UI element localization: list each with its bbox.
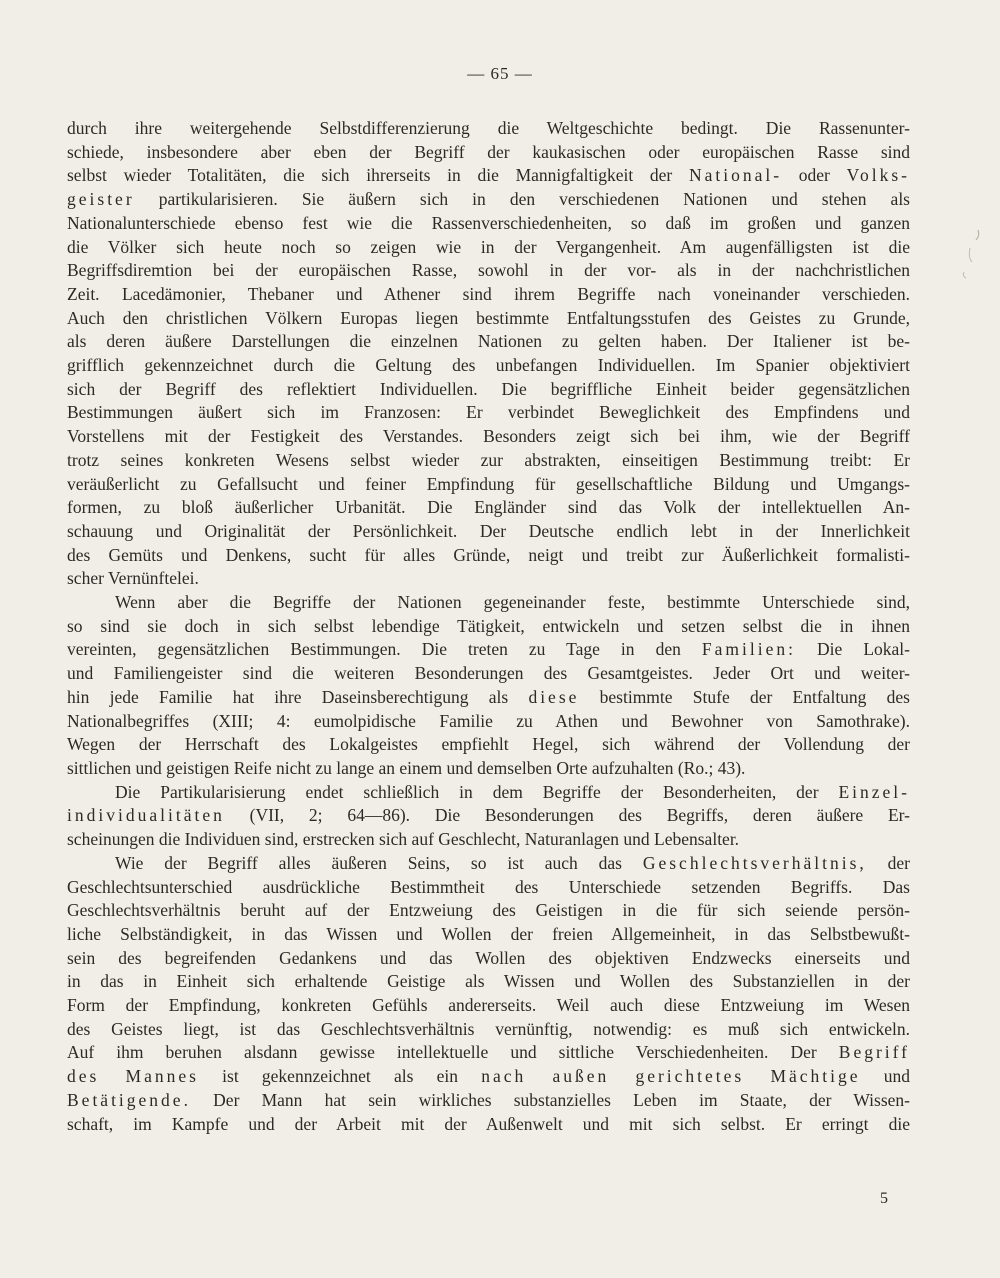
text-run: Nationalbegriffes (XIII; 4: eumolpidische Familie zu Athen und Bewohner von Samothrake). bbox=[67, 710, 910, 731]
text-run: formen, zu bloß äußerlicher Urbanität. Die Engländer sind das Volk der intellektuellen An- bbox=[67, 497, 910, 518]
text-line bbox=[67, 473, 910, 497]
text-line bbox=[67, 236, 910, 260]
text-line bbox=[67, 923, 910, 947]
text-run: sittlichen und geistigen Reife nicht zu lange an einem und demselben Orte aufzuhalten (Ro.; 43). bbox=[67, 757, 746, 778]
text-line bbox=[67, 425, 910, 449]
text-line bbox=[67, 1089, 910, 1113]
text-run: (VII, 2; 64—86). Die Besonderungen des Begriffs, deren äußere Er- bbox=[224, 805, 910, 826]
text-run: scher Vernünftelei. bbox=[67, 568, 199, 589]
text-run: trotz seines konkreten Wesens selbst wieder zur abstrakten, einseitigen Bestimmung treibt: Er bbox=[67, 449, 910, 470]
text-line bbox=[67, 401, 910, 425]
text-line bbox=[67, 638, 910, 662]
spaced-emphasis: Geschlechtsverhältnis, bbox=[642, 852, 867, 873]
text-run: vereinten, gegensätzlichen Bestimmungen. Die treten zu Tage in den bbox=[67, 639, 702, 660]
text-line bbox=[67, 496, 910, 520]
text-run: so sind sie doch in sich selbst lebendige Tätigkeit, entwickeln und setzen selbst die in ihnen bbox=[67, 615, 910, 636]
signature-mark: 5 bbox=[880, 1190, 888, 1207]
text-run: schauung und Originalität der Persönlichkeit. Der Deutsche endlich lebt in der Innerlichkeit bbox=[67, 520, 910, 541]
text-run: Geschlechtsverhältnis beruht auf der Entzweiung des Geistigen in die für sich seiende persön- bbox=[67, 900, 910, 921]
text-run: und bbox=[860, 1066, 911, 1087]
text-run: Der Mann hat sein wirkliches substanzielles Leben im Staate, der Wissen- bbox=[190, 1089, 910, 1110]
text-line bbox=[67, 354, 910, 378]
text-line bbox=[67, 994, 910, 1018]
text-run: in das in Einheit sich erhaltende Geistige als Wissen und Wollen des Substanziellen in der bbox=[67, 971, 910, 992]
text-run: Geschlechtsunterschied ausdrückliche Bestimmtheit des Unterschiede setzenden Begriffs. Das bbox=[67, 876, 910, 897]
spaced-emphasis: des Mannes bbox=[67, 1066, 199, 1087]
text-line bbox=[67, 141, 910, 165]
text-line bbox=[67, 804, 910, 828]
text-line bbox=[67, 544, 910, 568]
spaced-emphasis: Begriff bbox=[838, 1042, 910, 1063]
text-run: sich der Begriff des reflektiert Individuellen. Die begriffliche Einheit beider gegensätzlichen bbox=[67, 378, 910, 399]
text-run: grifflich gekennzeichnet durch die Geltung des unbefangen Individuellen. Im Spanier objektiviert bbox=[67, 355, 910, 376]
spaced-emphasis: National- bbox=[688, 165, 783, 186]
text-line bbox=[67, 852, 910, 876]
text-run: veräußerlicht zu Gefallsucht und feiner Empfindung für gesellschaftliche Bildung und Umgangs- bbox=[67, 473, 910, 494]
text-line bbox=[67, 970, 910, 994]
text-line bbox=[67, 164, 910, 188]
text-run: der bbox=[866, 852, 910, 873]
text-line bbox=[67, 781, 910, 805]
text-run: hin jede Familie hat ihre Daseinsberechtigung als bbox=[67, 686, 529, 707]
text-run: Wenn aber die Begriffe der Nationen gegeneinander feste, bestimmte Unterschiede sind, bbox=[115, 592, 910, 613]
text-line bbox=[67, 828, 910, 852]
text-run: die Völker sich heute noch so zeigen wie in der Vergangenheit. Am augenfälligsten ist die bbox=[67, 236, 910, 257]
text-run: schiede, insbesondere aber eben der Begriff der kaukasischen oder europäischen Rasse sind bbox=[67, 141, 910, 162]
text-run: Die Partikularisierung endet schließlich in dem Begriffe der Besonderheiten, der bbox=[115, 781, 839, 802]
text-line bbox=[67, 1113, 910, 1137]
text-line bbox=[67, 686, 910, 710]
text-line bbox=[67, 591, 910, 615]
text-line bbox=[67, 662, 910, 686]
text-line bbox=[67, 307, 910, 331]
text-run: Begriffsdiremtion bei der europäischen Rasse, sowohl in der vor- als in der nachchristlichen bbox=[67, 260, 910, 281]
text-line bbox=[67, 567, 910, 591]
text-run: scheinungen die Individuen sind, erstrecken sich auf Geschlecht, Naturanlagen und Lebensalter. bbox=[67, 829, 740, 850]
text-run: als deren äußere Darstellungen die einzelnen Nationen zu gelten haben. Der Italiener ist be- bbox=[67, 331, 910, 352]
text-run: des Gemüts und Denkens, sucht für alles Gründe, neigt und treibt zur Äußerlichkeit formalisti- bbox=[67, 544, 910, 565]
text-run: selbst wieder Totalitäten, die sich ihrerseits in die Mannigfaltigkeit der bbox=[67, 165, 689, 186]
text-line bbox=[67, 876, 910, 900]
spaced-emphasis: Familien: bbox=[701, 639, 796, 660]
text-line bbox=[67, 283, 910, 307]
margin-pencil-mark-icon bbox=[958, 228, 984, 280]
spaced-emphasis: diese bbox=[528, 686, 580, 707]
spaced-emphasis: Betätigende. bbox=[67, 1089, 191, 1110]
text-line bbox=[67, 757, 910, 781]
text-run: Form der Empfindung, konkreten Gefühls andererseits. Weil auch diese Entzweiung im Wesen bbox=[67, 995, 910, 1016]
text-run: bestimmte Stufe der Entfaltung des bbox=[579, 686, 910, 707]
text-run: Auf ihm beruhen alsdann gewisse intellektuelle und sittliche Verschiedenheiten. Der bbox=[67, 1042, 839, 1063]
text-line bbox=[67, 947, 910, 971]
spaced-emphasis: geister bbox=[67, 189, 135, 210]
text-run: schaft, im Kampfe und der Arbeit mit der Außenwelt und mit sich selbst. Er erringt die bbox=[67, 1113, 910, 1134]
text-line bbox=[67, 710, 910, 734]
spaced-emphasis: Volks- bbox=[846, 165, 910, 186]
text-line bbox=[67, 212, 910, 236]
text-run: Vorstellens mit der Festigkeit des Verstandes. Besonders zeigt sich bei ihm, wie der Begriff bbox=[67, 426, 910, 447]
page-number-header: — 65 — bbox=[467, 64, 533, 83]
text-run: Zeit. Lacedämonier, Thebaner und Athener sind ihrem Begriffe nach voneinander verschieden. bbox=[67, 283, 910, 304]
text-line bbox=[67, 449, 910, 473]
text-run: Nationalunterschiede ebenso fest wie die Rassenverschiedenheiten, so daß im großen und ganzen bbox=[67, 212, 910, 233]
text-run: durch ihre weitergehende Selbstdifferenzierung die Weltgeschichte bedingt. Die Rassenunter- bbox=[67, 118, 910, 138]
text-run: Wegen der Herrschaft des Lokalgeistes empfiehlt Hegel, sich während der Vollendung der bbox=[67, 734, 910, 755]
text-line bbox=[67, 520, 910, 544]
text-run: und Familiengeister sind die weiteren Besonderungen des Gesamtgeistes. Jeder Ort und weiter- bbox=[67, 663, 910, 684]
body-text bbox=[67, 117, 910, 1136]
text-line bbox=[67, 1065, 910, 1089]
spaced-emphasis: Einzel- bbox=[838, 781, 910, 802]
text-run: des Geistes liegt, ist das Geschlechtsverhältnis vernünftig, notwendig: es muß sich entwickeln. bbox=[67, 1018, 910, 1039]
text-run: partikularisieren. Sie äußern sich in den verschiedenen Nationen und stehen als bbox=[134, 189, 910, 210]
text-line bbox=[67, 733, 910, 757]
text-line bbox=[67, 259, 910, 283]
text-line bbox=[67, 188, 910, 212]
text-run: Bestimmungen äußert sich im Franzosen: Er verbindet Beweglichkeit des Empfindens und bbox=[67, 402, 910, 423]
text-run: Auch den christlichen Völkern Europas liegen bestimmte Entfaltungsstufen des Geistes zu Grunde, bbox=[67, 307, 910, 328]
text-run: oder bbox=[782, 165, 847, 186]
text-line bbox=[67, 330, 910, 354]
text-run: sein des begreifenden Gedankens und das Wollen des objektiven Endzwecks einerseits und bbox=[67, 947, 910, 968]
text-line bbox=[67, 1018, 910, 1042]
text-line bbox=[67, 1041, 910, 1065]
text-line bbox=[67, 899, 910, 923]
text-run: Wie der Begriff alles äußeren Seins, so ist auch das bbox=[115, 852, 643, 873]
text-run: Die Lokal- bbox=[795, 639, 910, 660]
text-line bbox=[67, 615, 910, 639]
text-run: liche Selbständigkeit, in das Wissen und Wollen der freien Allgemeinheit, in das Selbstbewußt- bbox=[67, 923, 910, 944]
text-run: ist gekennzeichnet als ein bbox=[198, 1066, 482, 1087]
text-line bbox=[67, 117, 910, 141]
spaced-emphasis: individualitäten bbox=[67, 805, 225, 826]
text-line bbox=[67, 378, 910, 402]
spaced-emphasis: nach außen gerichtetes Mächtige bbox=[481, 1066, 861, 1087]
